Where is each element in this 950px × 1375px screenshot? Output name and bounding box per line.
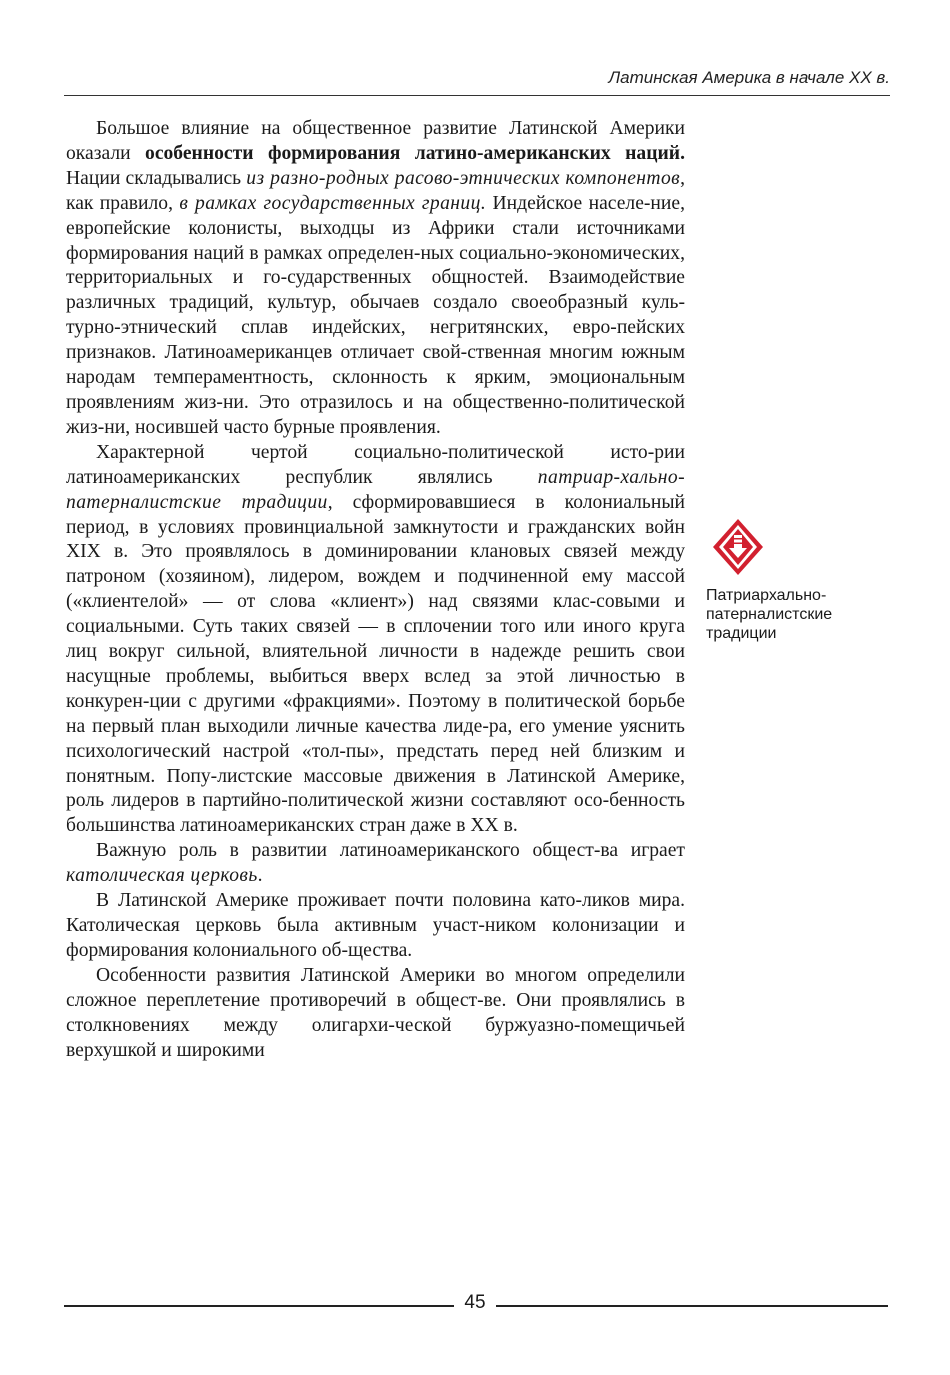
margin-note-text: Патриархально-патерналистские традиции xyxy=(706,587,833,642)
paragraph-2 xyxy=(66,441,685,840)
paragraph-1-text-d: Индейское населе-ние, европейские колонисты, выходцы из Африки стали источниками формирования наций в рамках определен-ных социально-экономических, территориальных и го-сударственных общностей. Взаимодействие различных традиций, культур, обычаев создало своеобразный куль-турно-этнический сплав индейских, негритянских, евро-пейских признаков. Латиноамериканцев отличает свой-ственная многим южным народам темпераментность, склонность к ярким, эмоциональным проявлениям жиз-ни. Это отразилось и на общественно-политической жиз-ни, носившей часто бурные проявления. xyxy=(66,192,685,438)
paragraph-1-bold-term: особенности формирования латино-американских наций. xyxy=(145,142,685,164)
paragraph-3-text-a: Важную роль в развитии латиноамериканского общест-ва играет xyxy=(96,840,685,862)
paragraph-3-text-b: . xyxy=(257,865,263,887)
paragraph-5: Особенности развития Латинской Америки во многом определили сложное переплетение противоречий в общест-ве. Они проявлялись в столкновениях между олигархи-ческой буржуазно-помещичьей верхушкой и широкими xyxy=(66,964,685,1061)
paragraph-1-text-b: Нации складывались xyxy=(66,167,247,189)
paragraph-3 xyxy=(66,839,685,889)
paragraph-4: В Латинской Америке проживает почти половина като-ликов мира. Католическая церковь была активным участ-ником колонизации и формирования колониального об-щества. xyxy=(66,890,685,961)
main-text-column xyxy=(66,117,685,1063)
page-number: 45 xyxy=(464,1292,486,1313)
footer-rule-left xyxy=(64,1305,454,1307)
paragraph-2-italic-term: патриар-хально-патерналистские традиции xyxy=(66,466,685,513)
paragraph-1-text-c: , как правило, xyxy=(66,167,685,214)
paragraph-1-text-a: Большое влияние на общественное развитие Латинской Америки оказали xyxy=(66,118,685,164)
paragraph-2-text-a: Характерной чертой социально-политической исто-рии латиноамериканских республик являлись xyxy=(66,441,685,488)
paragraph-1 xyxy=(66,117,685,441)
margin-note xyxy=(706,516,886,643)
header-rule xyxy=(64,95,890,96)
page-footer xyxy=(64,1292,888,1318)
running-title: Латинская Америка в начале XX в. xyxy=(608,68,890,87)
paragraph-1-italic-b: в рамках государственных границ. xyxy=(179,192,487,214)
footer-rule-right xyxy=(496,1305,888,1307)
paragraph-1-italic-a: из разно-родных расово-этнических компонентов xyxy=(246,167,681,189)
paragraph-2-text-b: , сформировавшиеся в колониальный период, в условиях провинциальной замкнутости и гражданских войн XIX в. Это проявлялось в доминировании клановых связей между патроном (хозяином), лидером, вождем и подчиненной ему массой («клиентелой» — от слова «клиент») над связями клас-совыми и социальными. Суть таких связей — в сплочении того или иного круга лиц вокруг сильной, влиятельной личности в надежде решить свои насущные проблемы, выбиться вверх вслед за этой личностью в конкурен-ции с другими «фракциями». Поэтому в политической борьбе на первый план выходили личные качества лиде-ра, его умение уяснить психологический настрой «тол-пы», предстать перед ней близким и понятным. Попу-листские массовые движения в Латинской Америке, роль лидеров в партийно-политической жизни составляют осо-бенность большинства латиноамериканских стран даже в XX в. xyxy=(66,491,685,837)
paragraph-3-italic-term: католическая церковь xyxy=(66,865,258,887)
diamond-arrow-down-icon xyxy=(710,516,766,582)
